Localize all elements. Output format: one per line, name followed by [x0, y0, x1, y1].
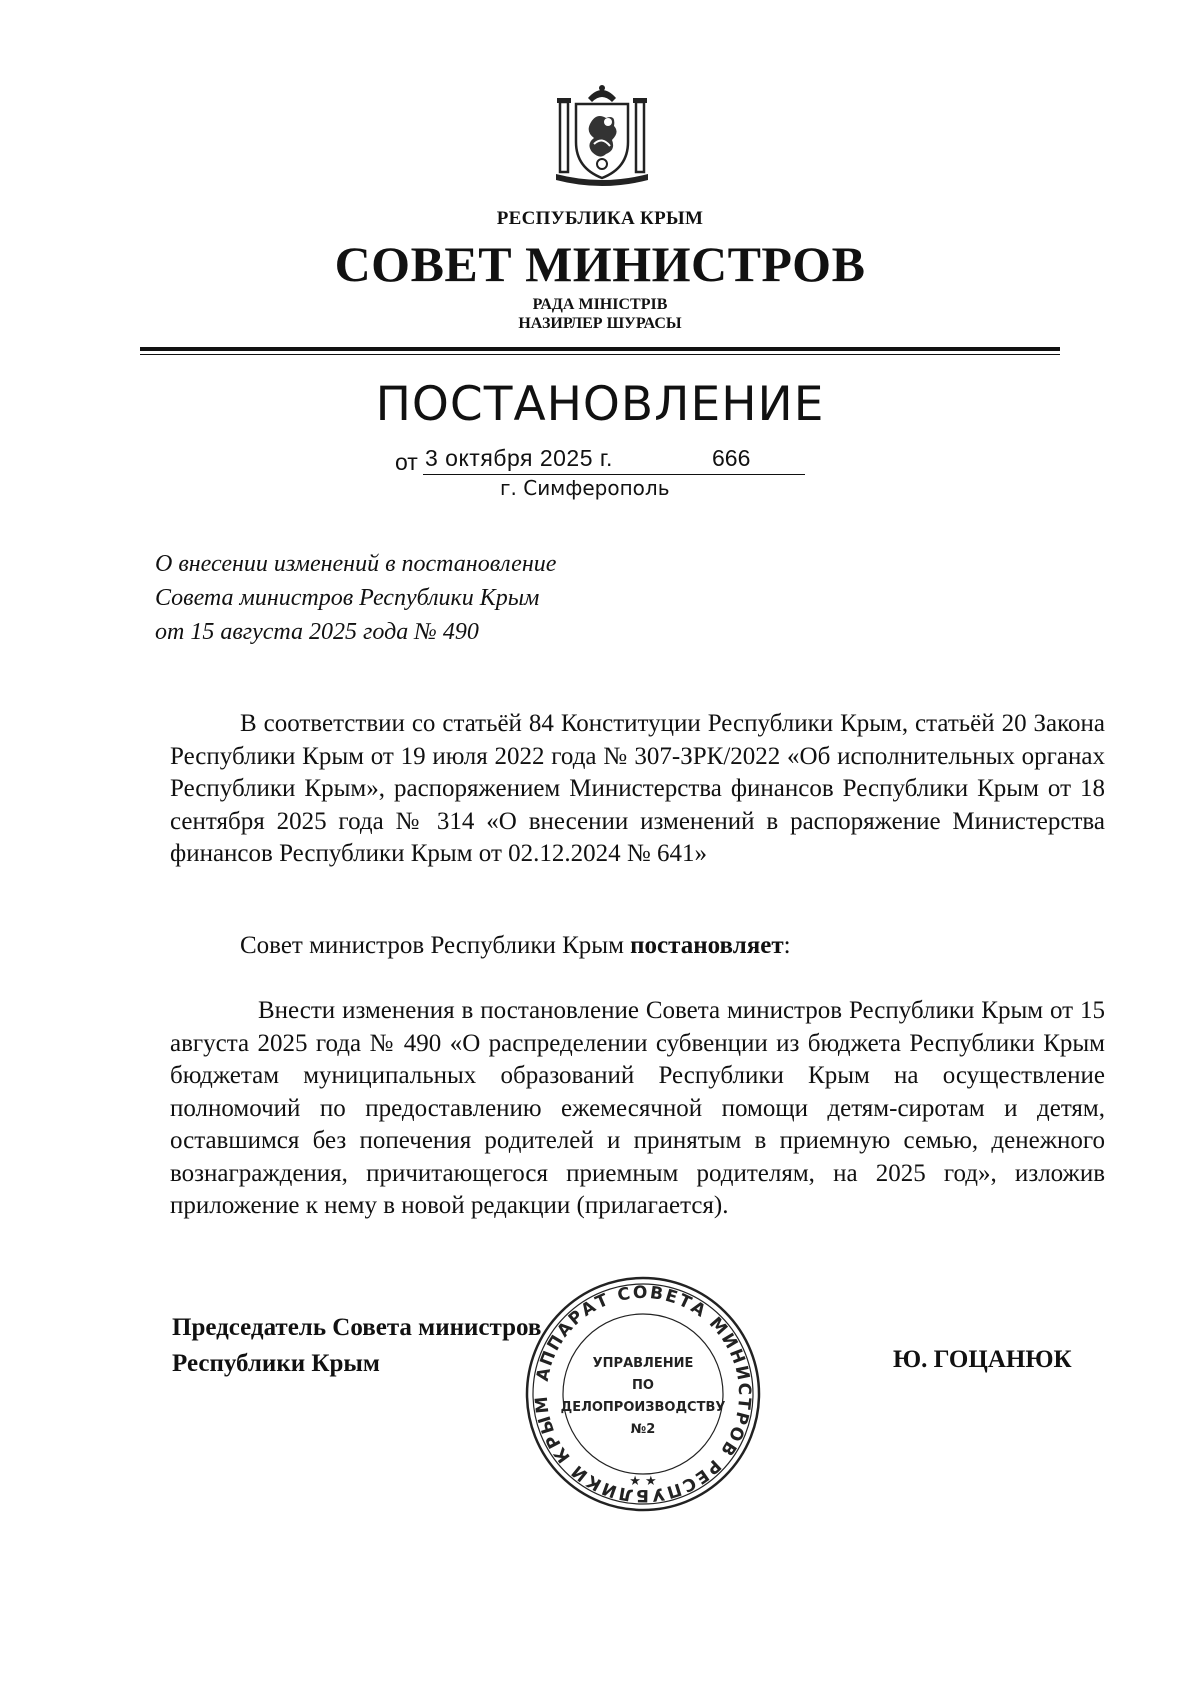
document-date: 3 октября 2025 г.: [425, 445, 613, 471]
stamp-ring-text: АППАРАТ СОВЕТА МИНИСТРОВ РЕСПУБЛИКИ КРЫМ: [531, 1282, 755, 1506]
signatory-title-line: Председатель Совета министров: [172, 1314, 542, 1341]
preamble-paragraph: В соответствии со статьёй 84 Конституции Республики Крым, статьёй 20 Закона Республики Крым от 19 июля 2022 года № 307-ЗРК/2022 «Об исполнительных органах Республики Крым», распоряжением Министерства финансов Республики Крым от 18 сентября 2025 года № 314 «О внесении изменений в распоряжение Министерства финансов Республики Крым от 02.12.2024 № 641»: [170, 710, 1105, 867]
resolve-paragraph: [170, 930, 1105, 963]
signatory-name: Ю. ГОЦАНЮК: [893, 1346, 1072, 1373]
official-stamp: [523, 1274, 763, 1514]
resolve-colon: :: [783, 932, 791, 959]
stamp-center-line: ПО: [632, 1378, 654, 1393]
republic-name: РЕСПУБЛИКА КРЫМ: [496, 208, 704, 229]
signatory-title-line: Республики Крым: [172, 1350, 380, 1377]
subject-line: от 15 августа 2025 года № 490: [155, 619, 479, 645]
stamp-stars: ★ ★: [629, 1474, 657, 1489]
council-title: СОВЕТ МИНИСТРОВ: [334, 236, 866, 292]
header-divider-thin: [140, 354, 1060, 355]
stamp-center-line: №2: [630, 1422, 656, 1437]
council-title-crimean-tatar: НАЗИРЛЕР ШУРАСЫ: [518, 315, 682, 332]
signatory-title: [172, 1310, 541, 1382]
document-number: 666: [712, 445, 751, 471]
document-city: г. Симферополь: [500, 476, 670, 500]
resolve-keyword: постановляет: [630, 932, 784, 959]
operative-paragraph: Внести изменения в постановление Совета министров Республики Крым от 15 августа 2025 года № 490 «О распределении субвенции из бюджета Республики Крым бюджетам муниципальных образований Республики Крым на осуществление полномочий по предоставлению ежемесячной помощи детям-сиротам и детям, оставшимся без попечения родителей и принятым в приемную семью, денежного вознаграждения, причитающегося приемным родителям, на 2025 год», изложив приложение к нему в новой редакции (прилагается).: [170, 997, 1105, 1219]
subject-line: О внесении изменений в постановление: [155, 551, 557, 577]
document-subject: [155, 547, 556, 649]
date-prefix: от: [395, 449, 418, 475]
stamp-center-line: УПРАВЛЕНИЕ: [592, 1356, 694, 1371]
subject-line: Совета министров Республики Крым: [155, 585, 540, 611]
header-divider-thick: [140, 347, 1060, 351]
resolve-text: Совет министров Республики Крым: [240, 932, 631, 959]
stamp-center-line: ДЕЛОПРОИЗВОДСТВУ: [560, 1400, 726, 1415]
council-title-ukrainian: РАДА МІНІСТРІВ: [532, 296, 668, 313]
crimea-coat-of-arms-icon: [550, 80, 654, 190]
date-underline: [423, 474, 805, 475]
document-type-title: ПОСТАНОВЛЕНИЕ: [375, 377, 825, 432]
